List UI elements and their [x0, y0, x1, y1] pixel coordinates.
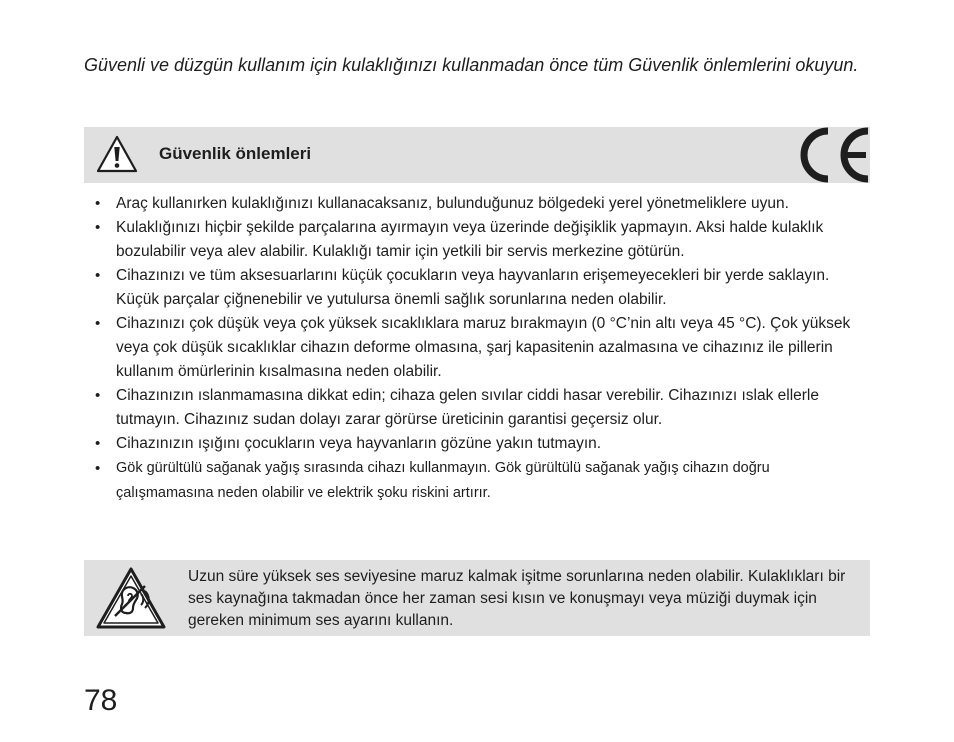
page-number: 78	[84, 684, 118, 717]
list-item	[84, 384, 870, 432]
intro-text: Güvenli ve düzgün kullanım için kulaklığınızı kullanmadan önce tüm Güvenlik önlemlerini okuyun.	[84, 55, 859, 75]
list-item-text: Cihazınızın ıslanmamasına dikkat edin; cihaza gelen sıvılar ciddi hasar verebilir. Cihazınızı ıslak ellerle tutmayın. Cihazınız sudan dolayı zarar görürse üreticinin garantisi geçersiz olur.	[116, 387, 819, 428]
list-item	[84, 432, 870, 456]
warning-triangle-icon	[96, 135, 138, 173]
bullet-dot: •	[95, 435, 101, 452]
list-item-text: Cihazınızı çok düşük veya çok yüksek sıcaklıklara maruz bırakmayın (0 °C’nin altı veya 45 °C). Çok yüksek veya çok düşük sıcaklıklar cihazın deforme olmasına, şarj kapasitenin azalmasına ve cihazınız ile pillerin kullanım ömürlerinin kısalmasına neden olabilir.	[116, 315, 851, 380]
bullet-dot: •	[95, 267, 101, 284]
list-item	[84, 264, 870, 312]
list-item	[84, 456, 870, 506]
hearing-damage-warning-icon	[95, 566, 167, 630]
bullet-dot: •	[95, 387, 101, 404]
bullet-dot: •	[95, 315, 101, 332]
list-item-text: Gök gürültülü sağanak yağış sırasında cihazı kullanmayın. Gök gürültülü sağanak yağış cihazın doğru çalışmamasına neden olabilir ve elektrik şoku riskini artırır.	[116, 460, 770, 501]
hearing-notice-box	[84, 560, 870, 636]
hearing-notice-text: Uzun süre yüksek ses seviyesine maruz kalmak işitme sorunlarına neden olabilir. Kulaklıkları bir ses kaynağına takmadan önce her zaman sesi kısın ve konuşmayı veya müziği duymak için gereken minimum ses ayarını kullanın.	[188, 568, 846, 629]
list-item-text: Cihazınızın ışığını çocukların veya hayvanların gözüne yakın tutmayın.	[116, 435, 602, 452]
section-title: Güvenlik önlemleri	[159, 144, 312, 163]
bullet-dot: •	[95, 219, 101, 236]
ce-mark-icon	[792, 127, 870, 183]
safety-header-bar	[84, 127, 870, 183]
bullet-dot: •	[95, 460, 101, 477]
list-item	[84, 192, 870, 216]
list-item-text: Araç kullanırken kulaklığınızı kullanacaksanız, bulunduğunuz bölgedeki yerel yönetmeliklere uyun.	[116, 195, 789, 212]
list-item-text: Kulaklığınızı hiçbir şekilde parçalarına ayırmayın veya üzerinde değişiklik yapmayın. Aksi halde kulaklık bozulabilir veya alev alabilir. Kulaklığı tamir için yetkili bir servis merkezine götürün.	[116, 219, 824, 260]
list-item-text: Cihazınızı ve tüm aksesuarlarını küçük çocukların veya hayvanların erişemeyecekleri bir yerde saklayın. Küçük parçalar çiğnenebilir ve yutulursa önemli sağlık sorunlarına neden olabilir.	[116, 267, 830, 308]
safety-bullet-list	[84, 192, 870, 506]
list-item	[84, 312, 870, 384]
bullet-dot: •	[95, 195, 101, 212]
list-item	[84, 216, 870, 264]
